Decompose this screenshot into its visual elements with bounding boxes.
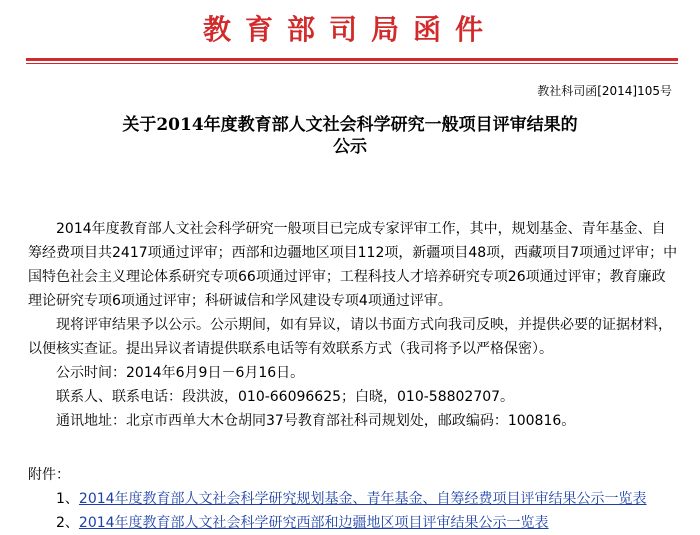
letterhead-title: 教育部司局函件 bbox=[202, 13, 497, 46]
document-title bbox=[0, 114, 700, 158]
attachments-label: 附件： bbox=[28, 467, 70, 483]
attachment-item bbox=[28, 487, 688, 511]
document-title-line2: 公示 bbox=[333, 137, 367, 157]
attachment-number: 2、 bbox=[56, 515, 79, 531]
attachment-link-general-projects[interactable]: 2014年度教育部人文社会科学研究规划基金、青年基金、自筹经费项目评审结果公示一览表 bbox=[78, 491, 647, 507]
body-contact: 联系人、联系电话：段洪波，010-66096625；白晓，010-58802707。 bbox=[56, 389, 515, 405]
letterhead-rule-thin bbox=[26, 63, 678, 64]
attachment-link-western-border-projects[interactable]: 2014年度教育部人文社会科学研究西部和边疆地区项目评审结果公示一览表 bbox=[78, 515, 549, 531]
document-number: 教社科司函[2014]105号 bbox=[537, 84, 672, 98]
body-address: 通讯地址：北京市西单大木仓胡同37号教育部社科司规划处，邮政编码：100816。 bbox=[56, 413, 576, 429]
attachment-item bbox=[28, 511, 688, 535]
attachments-section bbox=[28, 463, 688, 535]
body-paragraph-results: 2014年度教育部人文社会科学研究一般项目已完成专家评审工作，其中，规划基金、青年基金、自筹经费项目共2417项通过评审；西部和边疆地区项目112项，新疆项目48项，西藏项目7项通过评审；中国特色社会主义理论体系研究专项66项通过评审；工程科技人才培养研究专项26项通过评审；教育廉政理论研究专项6项通过评审；科研诚信和学风建设专项4项通过评审。 bbox=[28, 221, 678, 309]
body-publicity-period: 公示时间：2014年6月9日－6月16日。 bbox=[56, 365, 305, 381]
document-body bbox=[28, 217, 678, 433]
document-title-line1: 关于2014年度教育部人文社会科学研究一般项目评审结果的 bbox=[122, 115, 578, 135]
letterhead-rule-thick bbox=[26, 58, 678, 61]
attachment-number: 1、 bbox=[56, 491, 79, 507]
body-paragraph-objection: 现将评审结果予以公示。公示期间，如有异议，请以书面方式向我司反映，并提供必要的证据材料，以便核实查证。提出异议者请提供联系电话等有效联系方式（我司将予以严格保密）。 bbox=[28, 317, 672, 357]
